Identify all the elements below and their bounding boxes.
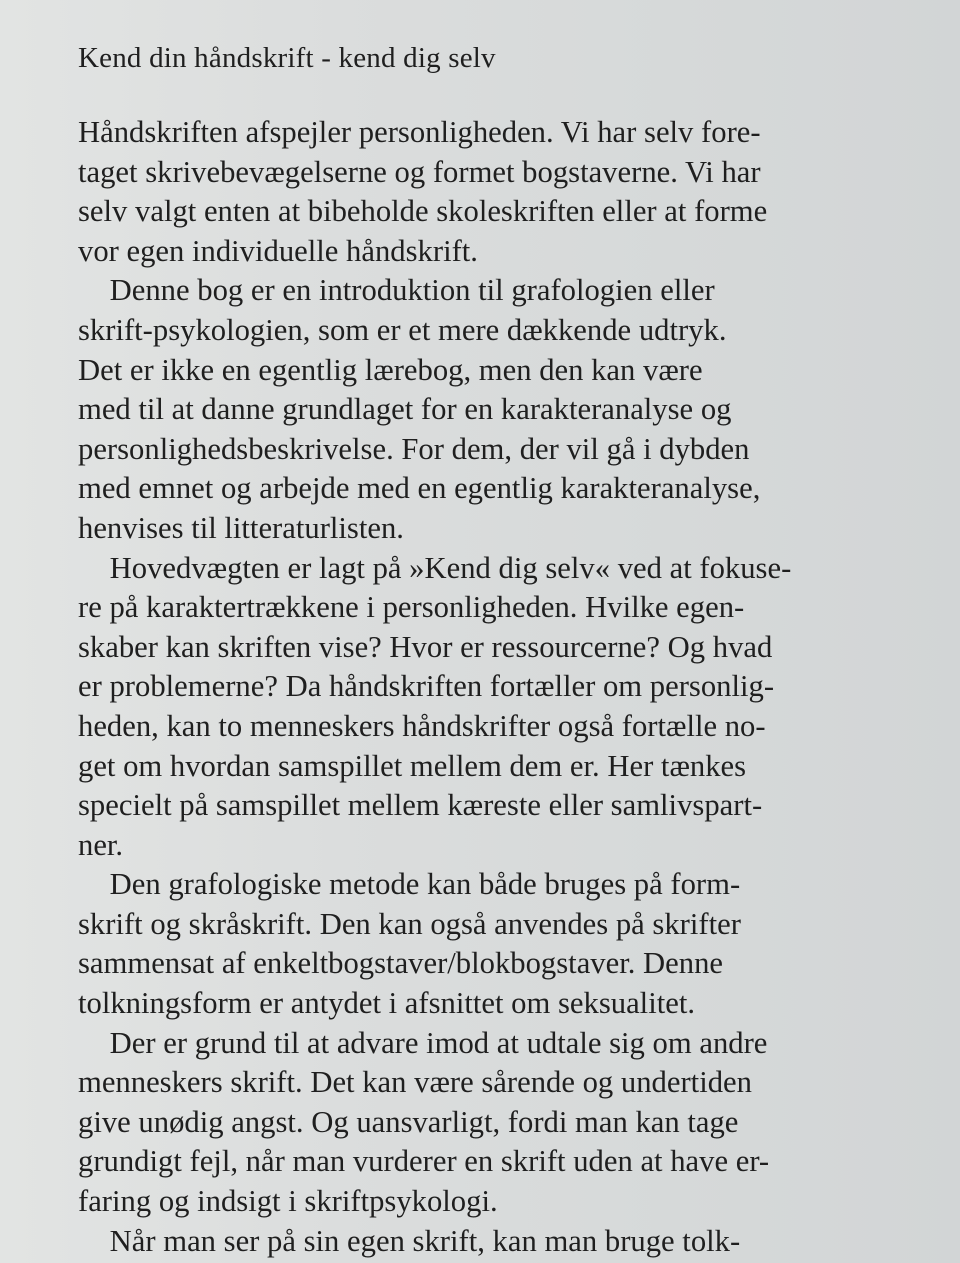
text-line: taget skrivebevægelserne og formet bogstaverne. Vi har xyxy=(78,153,761,189)
text-line: selv valgt enten at bibeholde skoleskriften eller at forme xyxy=(78,193,768,229)
text-line: give unødig angst. Og uansvarligt, fordi man kan tage xyxy=(78,1103,739,1139)
paragraph xyxy=(78,1221,948,1261)
text-line: menneskers skrift. Det kan være sårende og undertiden xyxy=(78,1064,752,1100)
text-line: med til at danne grundlaget for en karakteranalyse og xyxy=(78,391,732,427)
text-line: vor egen individuelle håndskrift. xyxy=(78,232,478,268)
paragraph xyxy=(78,864,948,1022)
text-line: skaber kan skriften vise? Hvor er ressourcerne? Og hvad xyxy=(78,628,773,664)
text-line: specielt på samspillet mellem kæreste eller samlivspart- xyxy=(78,787,763,823)
text-line: re på karaktertrækkene i personligheden. Hvilke egen- xyxy=(78,589,745,625)
text-line: skrift og skråskrift. Den kan også anvendes på skrifter xyxy=(78,905,741,941)
text-line: Den grafologiske metode kan både bruges på form- xyxy=(109,866,741,902)
paragraph xyxy=(78,270,948,547)
text-line: personlighedsbeskrivelse. For dem, der vil gå i dybden xyxy=(78,430,750,466)
text-line: henvises til litteraturlisten. xyxy=(78,509,404,545)
paragraph xyxy=(78,1023,948,1221)
text-line: er problemerne? Da håndskriften fortæller om personlig- xyxy=(78,668,775,704)
text-line: heden, kan to menneskers håndskrifter også fortælle no- xyxy=(78,707,766,743)
text-line: med emnet og arbejde med en egentlig karakteranalyse, xyxy=(78,470,761,506)
text-line: Det er ikke en egentlig lærebog, men den kan være xyxy=(78,351,703,387)
text-line: skrift-psykologien, som er et mere dækkende udtryk. xyxy=(78,311,727,347)
text-line: Hovedvægten er lagt på »Kend dig selv« ved at fokuse- xyxy=(109,549,792,585)
body-text xyxy=(78,112,948,1260)
text-line: Håndskriften afspejler personligheden. Vi har selv fore- xyxy=(78,114,761,149)
text-line: sammensat af enkeltbogstaver/blokbogstaver. Denne xyxy=(78,945,724,981)
text-line: ner. xyxy=(78,826,124,862)
text-line: tolkningsform er antydet i afsnittet om seksualitet. xyxy=(78,985,696,1021)
text-line: get om hvordan samspillet mellem dem er. Her tænkes xyxy=(78,747,747,783)
text-line: Når man ser på sin egen skrift, kan man bruge tolk- xyxy=(109,1222,741,1258)
text-line: grundigt fejl, når man vurderer en skrift uden at have er- xyxy=(78,1143,770,1179)
running-head: Kend din håndskrift - kend dig selv xyxy=(78,42,496,74)
text-line: Der er grund til at advare imod at udtale sig om andre xyxy=(109,1024,768,1060)
paragraph xyxy=(78,548,948,865)
paragraph xyxy=(78,112,948,270)
text-line: faring og indsigt i skriftpsykologi. xyxy=(78,1183,498,1219)
text-line: Denne bog er en introduktion til grafologien eller xyxy=(109,272,715,308)
